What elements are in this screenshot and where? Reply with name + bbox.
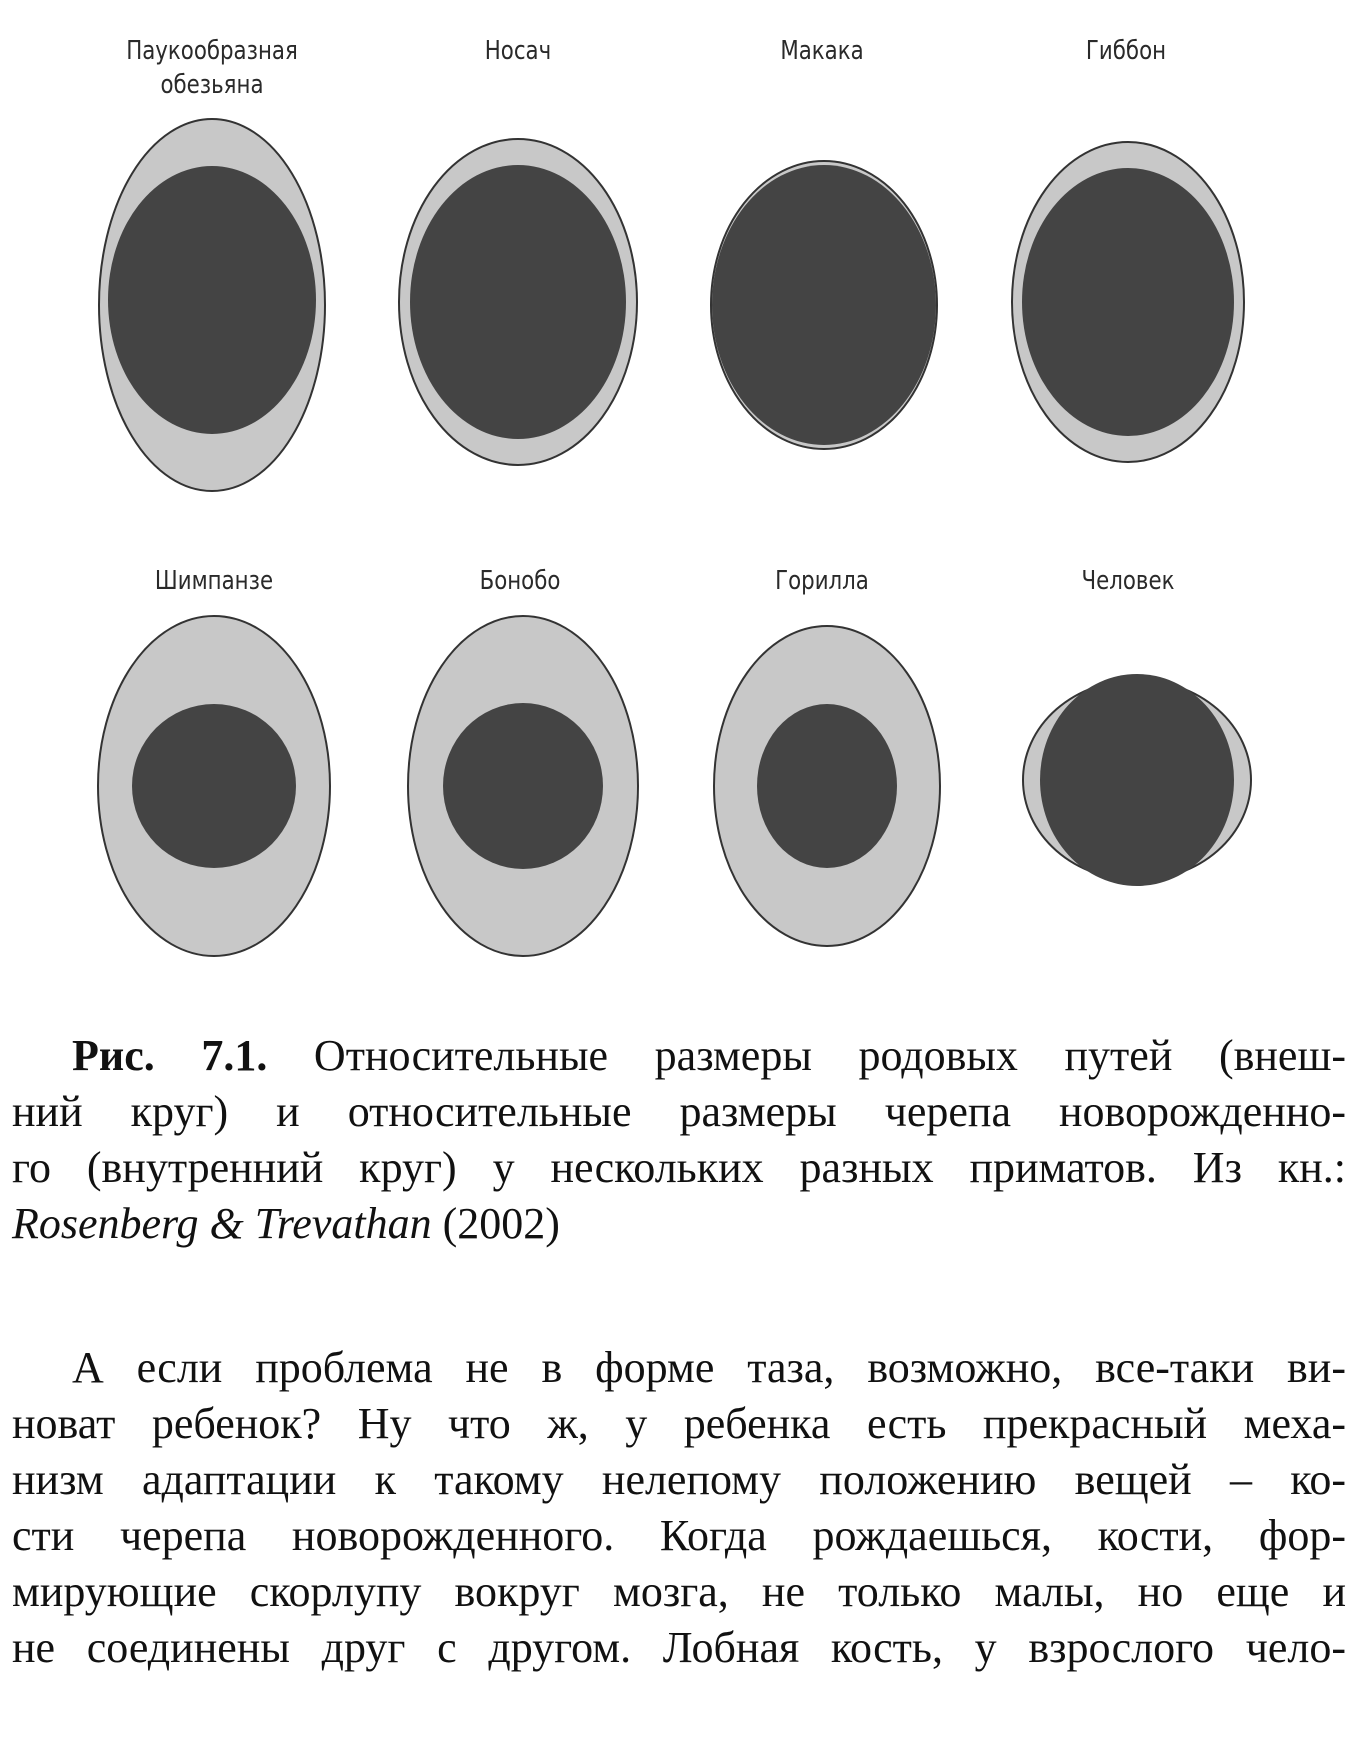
body-text-1: А если проблема не в форме таза, возможно, все-таки ви- — [72, 1343, 1346, 1392]
label-proboscis-monkey: Носач — [484, 36, 552, 66]
macaque-diagram — [711, 161, 937, 449]
caption-label: Рис. 7.1. — [72, 1031, 268, 1080]
chimpanzee-diagram — [98, 616, 330, 956]
gibbon-skull — [1022, 168, 1234, 436]
gorilla-diagram — [714, 626, 940, 946]
proboscis-monkey-skull — [410, 165, 626, 439]
spider-monkey-skull — [108, 166, 316, 434]
caption-source-authors: Rosenberg & Trevathan — [12, 1199, 432, 1248]
caption-line-3: го (внутренний круг) у нескольких разных приматов. Из кн.: — [12, 1143, 1346, 1192]
caption-line-4 — [12, 1196, 1346, 1252]
figure-caption — [12, 1028, 1346, 1252]
human-skull — [1040, 674, 1234, 886]
body-line-6: не соединены друг с другом. Лобная кость, у взрослого чело- — [12, 1623, 1346, 1672]
gorilla-skull — [757, 704, 897, 868]
caption-line-2: ний круг) и относительные размеры черепа новорожденно- — [12, 1087, 1346, 1136]
body-paragraph — [12, 1340, 1346, 1676]
label-macaque: Макака — [780, 36, 864, 66]
macaque-skull — [712, 165, 936, 445]
label-gorilla: Горилла — [775, 566, 869, 596]
bonobo-skull — [443, 703, 603, 869]
body-line-5: мирующие скорлупу вокруг мозга, не только малы, но еще и — [12, 1567, 1346, 1616]
caption-text-1: Относительные размеры родовых путей (внеш- — [267, 1031, 1346, 1080]
body-line-3: низм адаптации к такому нелепому положению вещей – ко- — [12, 1455, 1346, 1504]
label-chimpanzee: Шимпанзе — [154, 566, 274, 596]
spider-monkey-diagram — [99, 119, 325, 491]
caption-line-1 — [12, 1028, 1346, 1084]
gibbon-diagram — [1012, 142, 1244, 462]
label-spider-monkey: Паукообразная обезьяна — [126, 36, 298, 100]
human-diagram — [1023, 674, 1251, 886]
chimpanzee-skull — [132, 704, 296, 868]
label-bonobo: Бонобо — [479, 566, 561, 596]
body-line-2: новат ребенок? Ну что ж, у ребенка есть прекрасный меха- — [12, 1399, 1346, 1448]
body-line-1 — [12, 1340, 1346, 1396]
bonobo-diagram — [408, 616, 638, 956]
label-human: Человек — [1081, 566, 1175, 596]
proboscis-monkey-diagram — [399, 139, 637, 465]
caption-source-year: (2002) — [431, 1199, 560, 1248]
body-line-4: сти черепа новорожденного. Когда рождаешься, кости, фор- — [12, 1511, 1346, 1560]
label-gibbon: Гиббон — [1085, 36, 1167, 66]
